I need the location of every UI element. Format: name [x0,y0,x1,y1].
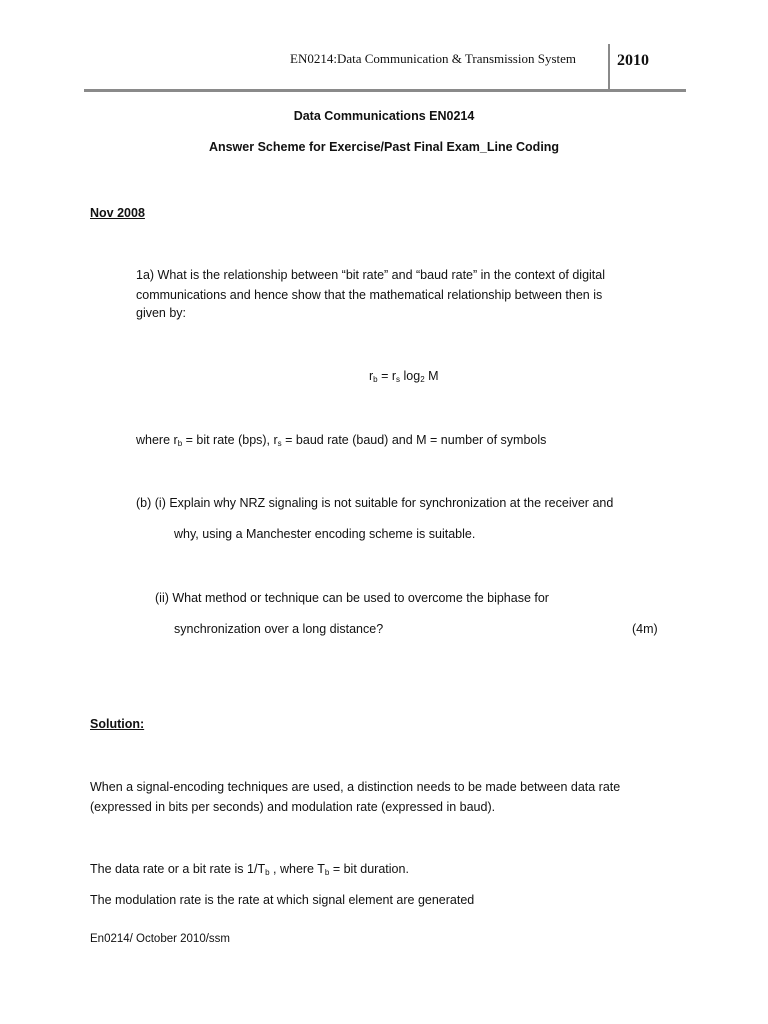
question-1a-line-1: 1a) What is the relationship between “bit rate” and “baud rate” in the context of digital [136,268,606,282]
solution-heading: Solution: [90,717,145,731]
section-heading: Nov 2008 [90,206,145,220]
question-b-ii-line-2: synchronization over a long distance? [174,622,384,636]
formula-definitions: where $r_b$ = bit rate (bps), $r_s$ = baud rate (baud) and M = number of symbols [136,433,547,448]
question-marks: (4m) [632,622,658,636]
question-1a-line-2: communications and hence show that the mathematical relationship between then is [136,288,603,302]
solution-paragraph-1-line-2: (expressed in bits per seconds) and modulation rate (expressed in baud). [90,800,496,814]
formula: $r_b = r_s$ $\log_2 M$ [369,369,439,384]
solution-paragraph-1-line-1: When a signal-encoding techniques are used, a distinction needs to be made between data rate [90,780,621,794]
solution-paragraph-3: The modulation rate is the rate at which signal element are generated [90,893,475,907]
solution-paragraph-2: The data rate or a bit rate is $1/T_b$ , where $T_b$ = bit duration. [90,862,409,877]
question-b-i-line-1: (b) (i) Explain why NRZ signaling is not suitable for synchronization at the receiver and [136,496,614,510]
question-1a-line-3: given by: [136,306,187,320]
page-footer: En0214/ October 2010/ssm [90,933,230,945]
document-title: Data Communications EN0214 [293,109,475,123]
header-vertical-rule [608,44,610,90]
question-b-ii-line-1: (ii) What method or technique can be used to overcome the biphase for [155,591,549,605]
header-course-title: EN0214:Data Communication & Transmission System [290,51,577,66]
header-year: 2010 [617,52,649,69]
document-subtitle: Answer Scheme for Exercise/Past Final Exam_Line Coding [208,140,560,154]
header-horizontal-rule [84,89,686,92]
question-b-i-line-2: why, using a Manchester encoding scheme is suitable. [174,527,476,541]
